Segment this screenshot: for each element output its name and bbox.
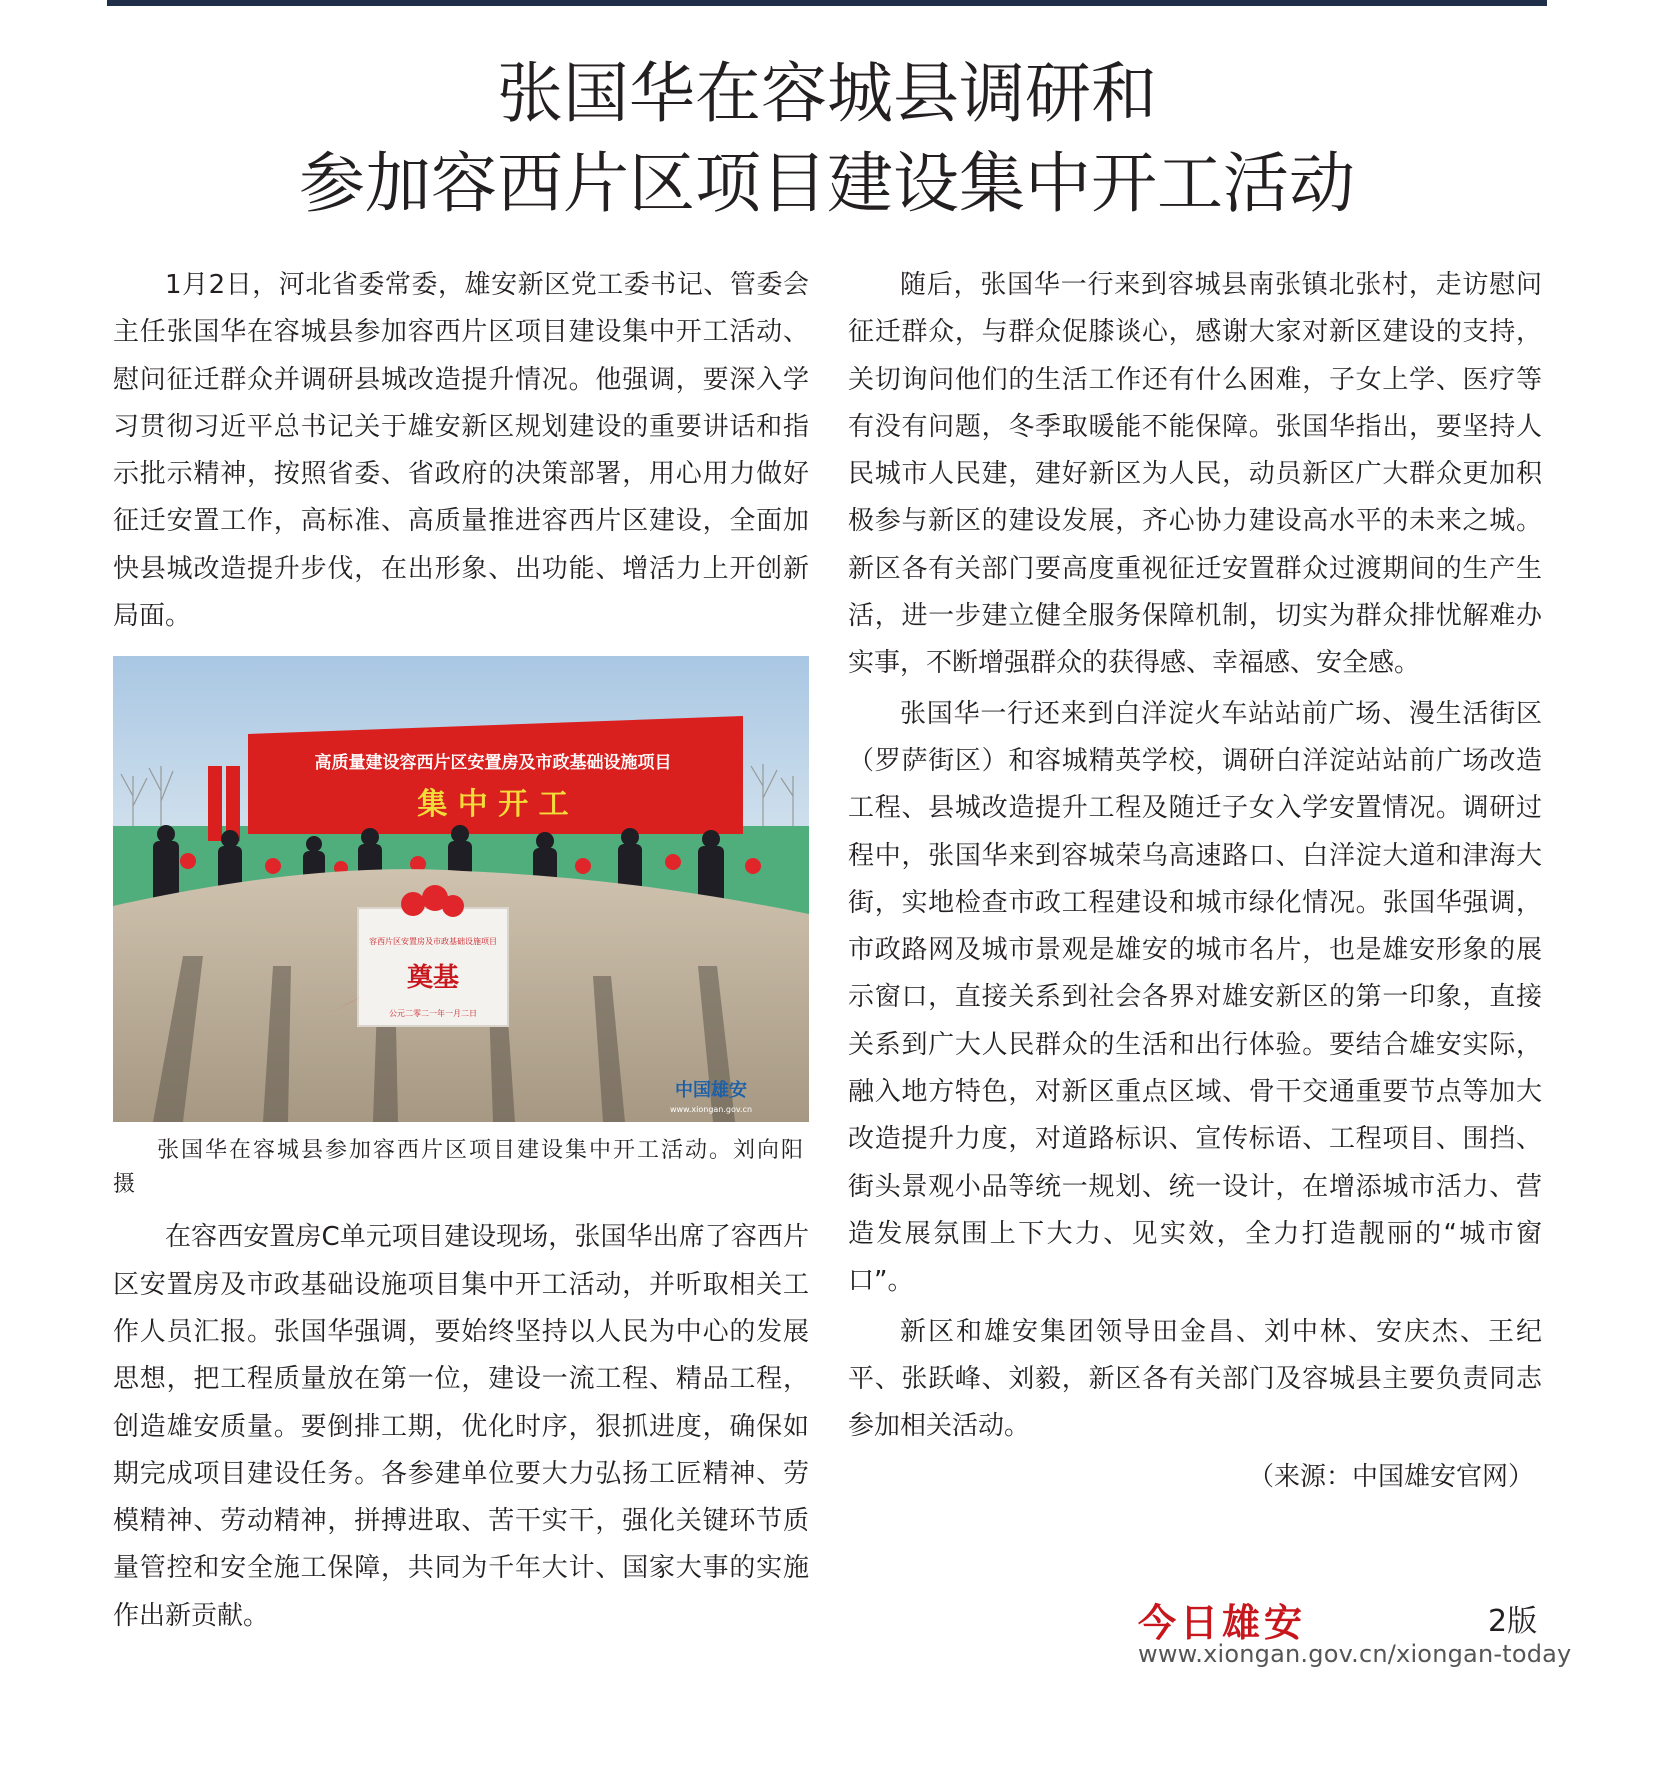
photo-caption: 张国华在容城县参加容西片区项目建设集中开工活动。刘向阳 摄 <box>113 1138 806 1198</box>
right-column <box>848 262 1542 1501</box>
photo-watermark-url: www.xiongan.gov.cn <box>669 1105 753 1115</box>
headline-line-1: 张国华在容城县调研和 <box>497 55 1157 132</box>
right-paragraph-2: 张国华一行还来到白洋淀火车站站前广场、漫生活街区（罗萨街区）和容城精英学校，调研白洋淀站站前广场改造工程、县城改造提升工程及随迁子女入学安置情况。调研过程中，张国华来到容城荣乌高速路口、白洋淀大道和津海大街，实地检查市政工程建设和城市绿化情况。张国华强调，市政路网及城市景观是雄安的城市名片，也是雄安形象的展示窗口，直接关系到社会各界对雄安新区的第一印象，直接关系到广大人民群众的生活和出行体验。要结合雄安实际，融入地方特色，对新区重点区域、骨干交通重要节点等加大改造提升力度，对道路标识、宣传标语、工程项目、围挡、街头景观小品等统一规划、统一设计，在增添城市活力、营造发展氛围上下大力、见实效，全力打造靓丽的“城市窗口”。 <box>848 698 1542 1297</box>
headline-line-2: 参加容西片区项目建设集中开工活动 <box>299 145 1355 222</box>
left-paragraph-1: 1月2日，河北省委常委，雄安新区党工委书记、管委会主任张国华在容城县参加容西片区项目建设集中开工活动、慰问征迁群众并调研县城改造提升情况。他强调，要深入学习贯彻习近平总书记关于雄安新区规划建设的重要讲话和指示批示精神，按照省委、省政府的决策部署，用心用力做好征迁安置工作，高标准、高质量推进容西片区建设，全面加快县城改造提升步伐，在出形象、出功能、增活力上开创新局面。 <box>113 270 809 632</box>
stone-main-text: 奠基 <box>406 963 460 994</box>
banner-top-text: 高质量建设容西片区安置房及市政基础设施项目 <box>314 753 672 774</box>
source-credit: （来源：中国雄安官网） <box>1247 1462 1534 1493</box>
banner-main-text: 集 中 开 工 <box>417 787 569 823</box>
stone-bottom-text: 公元二零二一年一月二日 <box>389 1009 477 1019</box>
page-number: 2版 <box>1488 1604 1538 1639</box>
footer-url: www.xiongan.gov.cn/xiongan-today <box>1138 1640 1572 1668</box>
news-photo <box>113 656 809 1122</box>
masthead-logo: 今日雄安 <box>1138 1600 1307 1645</box>
ceremony-photo-illustration <box>113 656 809 1122</box>
left-paragraph-2: 在容西安置房C单元项目建设现场，张国华出席了容西片区安置房及市政基础设施项目集中开工活动，并听取相关工作人员汇报。张国华强调，要始终坚持以人民为中心的发展思想，把工程质量放在第一位，建设一流工程、精品工程，创造雄安质量。要倒排工期，优化时序，狠抓进度，确保如期完成项目建设任务。各参建单位要大力弘扬工匠精神、劳模精神、劳动精神，拼搏进取、苦干实干，强化关键环节质量管控和安全施工保障，共同为千年大计、国家大事的实施作出新贡献。 <box>113 1222 809 1631</box>
right-paragraph-3: 新区和雄安集团领导田金昌、刘中林、安庆杰、王纪平、张跃峰、刘毅，新区各有关部门及容城县主要负责同志参加相关活动。 <box>848 1316 1542 1442</box>
left-column <box>113 262 809 1640</box>
photo-watermark-logo: 中国雄安 <box>675 1080 747 1102</box>
stone-top-text: 容西片区安置房及市政基础设施项目 <box>369 937 497 947</box>
right-paragraph-1: 随后，张国华一行来到容城县南张镇北张村，走访慰问征迁群众，与群众促膝谈心，感谢大家对新区建设的支持，关切询问他们的生活工作还有什么困难，子女上学、医疗等有没有问题，冬季取暖能不能保障。张国华指出，要坚持人民城市人民建，建好新区为人民，动员新区广大群众更加积极参与新区的建设发展，齐心协力建设高水平的未来之城。新区各有关部门要高度重视征迁安置群众过渡期间的生产生活，进一步建立健全服务保障机制，切实为群众排忧解难办实事，不断增强群众的获得感、幸福感、安全感。 <box>848 270 1542 679</box>
top-rule <box>107 0 1547 6</box>
